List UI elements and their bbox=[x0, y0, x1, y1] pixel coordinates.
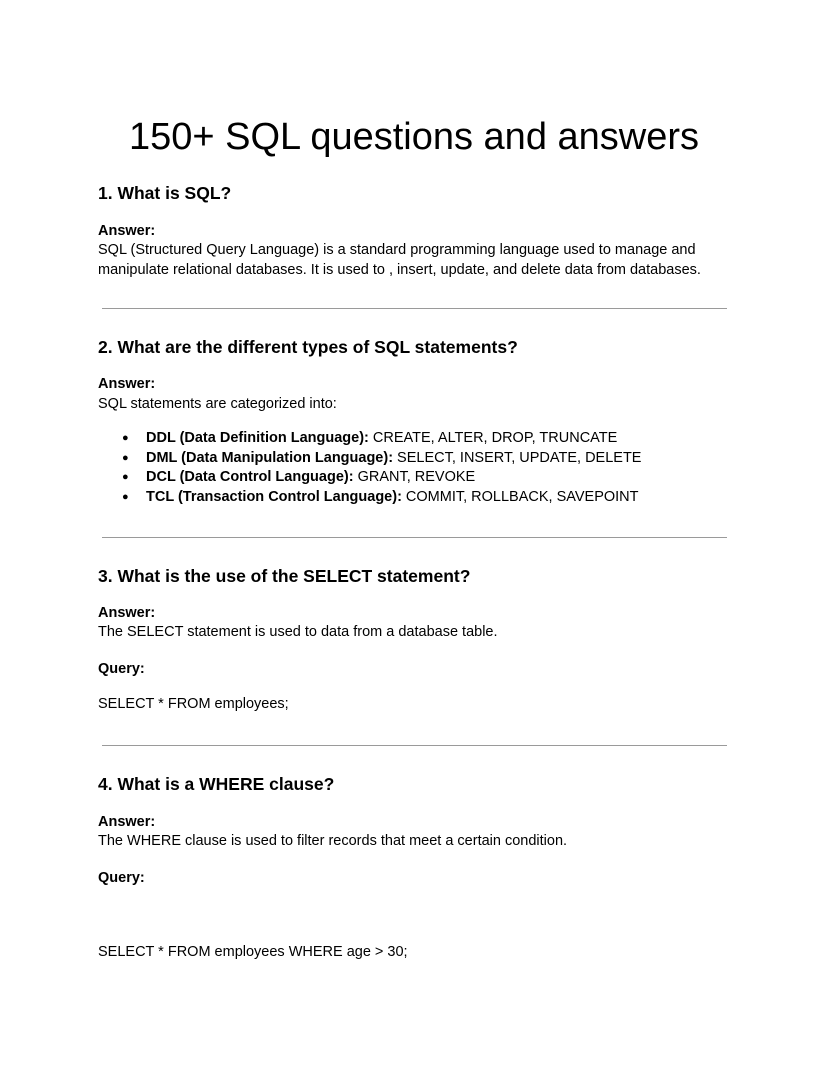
list-item-term: DML (Data Manipulation Language): bbox=[146, 449, 394, 466]
document-title: 150+ SQL questions and answers bbox=[128, 116, 700, 158]
list-item bbox=[98, 488, 641, 508]
section-divider bbox=[102, 745, 727, 746]
question-3-query-label: Query: bbox=[98, 661, 145, 677]
statement-types-list bbox=[98, 429, 641, 508]
question-3-query-code: SELECT * FROM employees; bbox=[98, 696, 289, 712]
bullet-icon: ● bbox=[122, 491, 129, 504]
question-4-heading: 4. What is a WHERE clause? bbox=[98, 774, 335, 794]
list-item bbox=[98, 429, 641, 449]
question-1-heading: 1. What is SQL? bbox=[98, 183, 232, 203]
section-divider bbox=[102, 308, 727, 309]
bullet-icon: ● bbox=[122, 432, 129, 444]
question-4-query-label: Query: bbox=[98, 870, 145, 886]
list-item bbox=[98, 468, 641, 488]
list-item-term: DDL (Data Definition Language): bbox=[146, 430, 369, 446]
question-3-answer-line-1: The SELECT statement is used to data from a database table. bbox=[98, 624, 498, 640]
list-item bbox=[98, 449, 641, 469]
question-4-answer-line-1: The WHERE clause is used to filter records that meet a certain condition. bbox=[98, 833, 568, 849]
question-2-answer-line-1: SQL statements are categorized into: bbox=[98, 396, 337, 412]
question-4-query-code: SELECT * FROM employees WHERE age > 30; bbox=[98, 944, 408, 960]
question-3-answer-label: Answer: bbox=[98, 605, 156, 621]
question-2-heading: 2. What are the different types of SQL statements? bbox=[98, 337, 518, 357]
list-item-desc: GRANT, REVOKE bbox=[353, 469, 476, 486]
list-item-term: DCL (Data Control Language): bbox=[146, 469, 354, 486]
bullet-icon: ● bbox=[122, 471, 129, 484]
question-1-answer-line-2: manipulate relational databases. It is used to , insert, update, and delete data from databases. bbox=[98, 262, 701, 278]
bullet-icon: ● bbox=[122, 451, 129, 464]
list-item-desc: SELECT, INSERT, UPDATE, DELETE bbox=[393, 449, 642, 466]
question-1-answer-line-1: SQL (Structured Query Language) is a standard programming language used to manage and bbox=[98, 242, 696, 258]
section-divider bbox=[102, 537, 727, 538]
list-item-desc: CREATE, ALTER, DROP, TRUNCATE bbox=[368, 430, 618, 446]
question-4-answer-label: Answer: bbox=[98, 814, 156, 830]
question-3-heading: 3. What is the use of the SELECT statement? bbox=[98, 566, 471, 586]
question-1-answer-label: Answer: bbox=[98, 223, 156, 239]
list-item-desc: COMMIT, ROLLBACK, SAVEPOINT bbox=[401, 489, 639, 506]
list-item-term: TCL (Transaction Control Language): bbox=[146, 489, 402, 506]
question-2-answer-label: Answer: bbox=[98, 376, 156, 392]
